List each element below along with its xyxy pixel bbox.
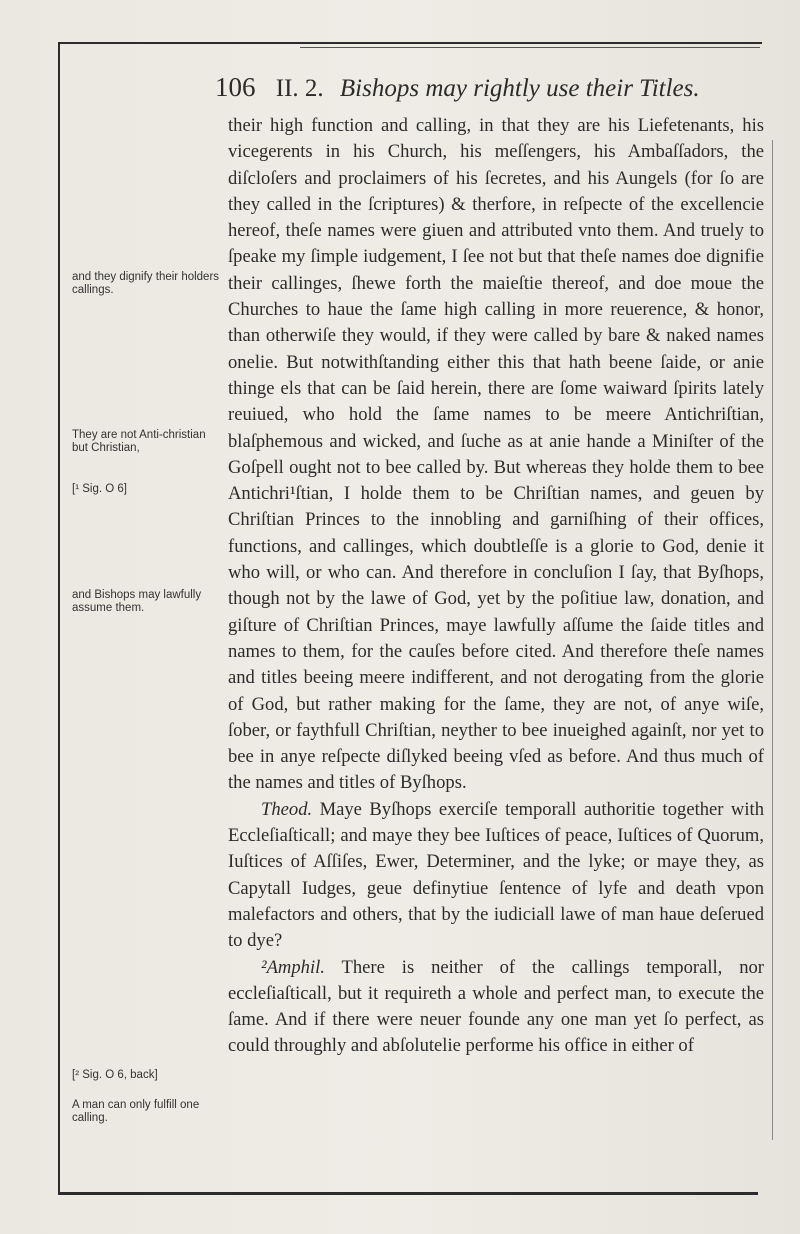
right-edge-line [772, 140, 773, 1140]
main-text [228, 113, 764, 1060]
speaker-theod: Theod. [261, 798, 313, 820]
speaker-amphil: ²Amphil. [261, 956, 325, 978]
running-header [215, 72, 775, 103]
paragraph-3-text: There is neither of the callings temporall, nor eccleſiaſticall, but it requireth a whole and perfect man, to execute the ſame. And if there were neuer founde any one man yet ſo perfect, as could throughly and abſolutelie performe his office in either of [228, 956, 764, 1057]
margin-note-lawfully-assume: and Bishops may lawfully assume them. [72, 589, 202, 614]
top-rule [58, 42, 762, 44]
signature-note-o6-back: [² Sig. O 6, back] [72, 1069, 158, 1081]
margin-note-not-antichristian: They are not Anti-christian but Christian, [72, 429, 206, 454]
signature-note-o6: [¹ Sig. O 6] [72, 483, 127, 495]
left-rule [58, 44, 60, 1194]
section-number: II. 2. [275, 75, 324, 102]
top-rule-inner [300, 47, 760, 48]
margin-note-one-calling: A man can only fulfill one calling. [72, 1099, 200, 1124]
margin-note-dignify: and they dignify their holders callings. [72, 271, 220, 296]
paragraph-2-text: Maye Byſhops exerciſe temporall authoritie together with Eccleſiaſticall; and maye they bee Iuſtices of peace, Iuſtices of Quorum, Iuſtices of Aſſiſes, Ewer, Determiner, and the lyke; or maye they, as Capytall Iudges, geue definytiue ſentence of lyfe and death vpon malefactors and others, that by the iudiciall lawe of man haue deſerued to dye? [228, 798, 764, 952]
paragraph-1: their high function and calling, in that they are his Liefetenants, his vicegerents in his Church, his meſſengers, his Ambaſſadors, the diſcloſers and proclaimers of his ſecretes, and his Aungels (for ſo are they called in the ſcriptures) & therfore, in reſpecte of the excellencie hereof, theſe names were giuen and attributed vnto them. And truely to ſpeake my ſimple iudgement, I ſee not but that theſe names doe dignifie their callinges, ſhewe forth the maieſtie thereof, and doe moue the Churches to haue the ſame high calling in more reuerence, & honor, than otherwiſe they would, if they were called by bare & naked names onelie. But notwithſtanding either this that hath beene ſaide, or anie thinge els that can be ſaid herein, there are ſome waiward ſpirits lately reuiued, who hold the ſame names to be meere Antichriſtian, blaſphemous and wicked, and ſuche as at anie hande a Miniſter of the Goſpell ought not to bee called by. But whereas they holde them to bee Antichri¹ſtian, I holde them to be Chriſtian names, and geuen by Chriſtian Princes to the innobling and garniſhing of their offices, functions, and callinges, which doubtleſſe is a glorie to God, denie it who will, or who can. And therefore in concluſion I ſay, that Byſhops, though not by the lawe of God, yet by the poſitiue law, donation, and giſture of Chriſtian Princes, maye lawfully aſſume the ſaide titles and names to them, for the cauſes before cited. And therefore theſe names and titles beeing meere indifferent, and not derogating from the glorie of God, but rather making for the ſame, they are not, of anye wiſe, ſober, or faythfull Chriſtian, neyther to bee inueighed againſt, nor yet to bee in anye reſpecte diſlyked beeing vſed as before. And thus much of the names and titles of Byſhops. [228, 115, 764, 794]
running-title: Bishops may rightly use their Titles. [339, 75, 700, 102]
paragraph-3 [228, 955, 764, 1060]
bottom-rule [58, 1192, 758, 1195]
paragraph-2 [228, 797, 764, 955]
page-number: 106 [215, 72, 256, 102]
